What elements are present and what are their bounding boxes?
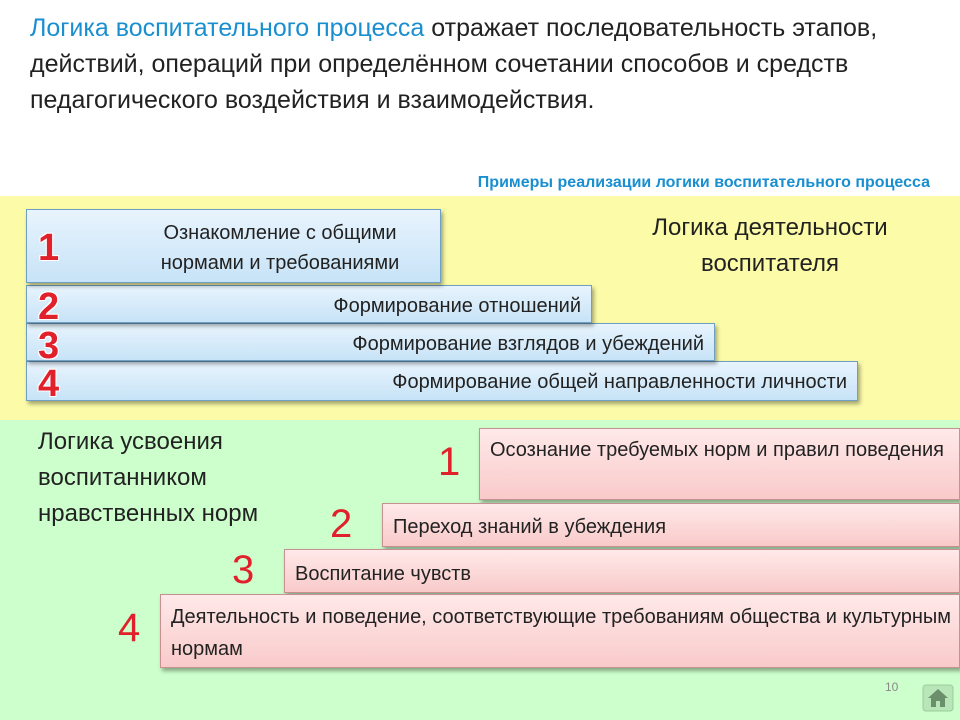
pupil-logic-label: Логика усвоения воспитанником нравственных норм — [38, 428, 259, 527]
home-icon[interactable] — [922, 684, 954, 712]
section-subtitle: Примеры реализации логики воспитательного процесса — [477, 174, 930, 191]
teacher-step-4-text: Формирование общей направленности личности — [392, 371, 847, 393]
pupil-step-4: Деятельность и поведение, соответствующие требованиям общества и культурным нормам — [160, 594, 960, 668]
pupil-step-3: Воспитание чувств — [284, 549, 960, 593]
pupil-step-3-number: 3 — [232, 548, 255, 592]
teacher-step-1 — [26, 209, 441, 283]
pupil-step-2-number: 2 — [330, 502, 353, 546]
pupil-step-1-number: 1 — [438, 440, 461, 484]
page-number: 10 — [885, 680, 899, 694]
intro-highlight: Логика воспитательного процесса — [30, 14, 425, 42]
teacher-step-3-number: 3 — [38, 325, 60, 367]
teacher-step-2-number: 2 — [38, 286, 60, 328]
intro-text: отражает последовательность этапов, действий, операций при определённом сочетании способов и средств педагогического воздействия и взаимодействия. — [30, 14, 878, 114]
pupil-step-1: Осознание требуемых норм и правил поведения — [479, 428, 960, 500]
teacher-step-2-text: Формирование отношений — [333, 295, 581, 317]
teacher-step-4 — [26, 361, 858, 401]
teacher-logic-label: Логика деятельности воспитателя — [652, 214, 888, 277]
teacher-step-4-number: 4 — [38, 363, 60, 405]
teacher-step-2 — [26, 285, 592, 323]
pupil-step-2: Переход знаний в убеждения — [382, 503, 960, 547]
intro-paragraph — [30, 10, 930, 118]
pupil-step-4-number: 4 — [118, 606, 141, 650]
teacher-step-3 — [26, 323, 715, 361]
teacher-step-3-text: Формирование взглядов и убеждений — [352, 333, 704, 355]
teacher-step-1-text: Ознакомление с общими нормами и требованиями — [160, 222, 400, 274]
teacher-step-1-number: 1 — [38, 227, 60, 269]
